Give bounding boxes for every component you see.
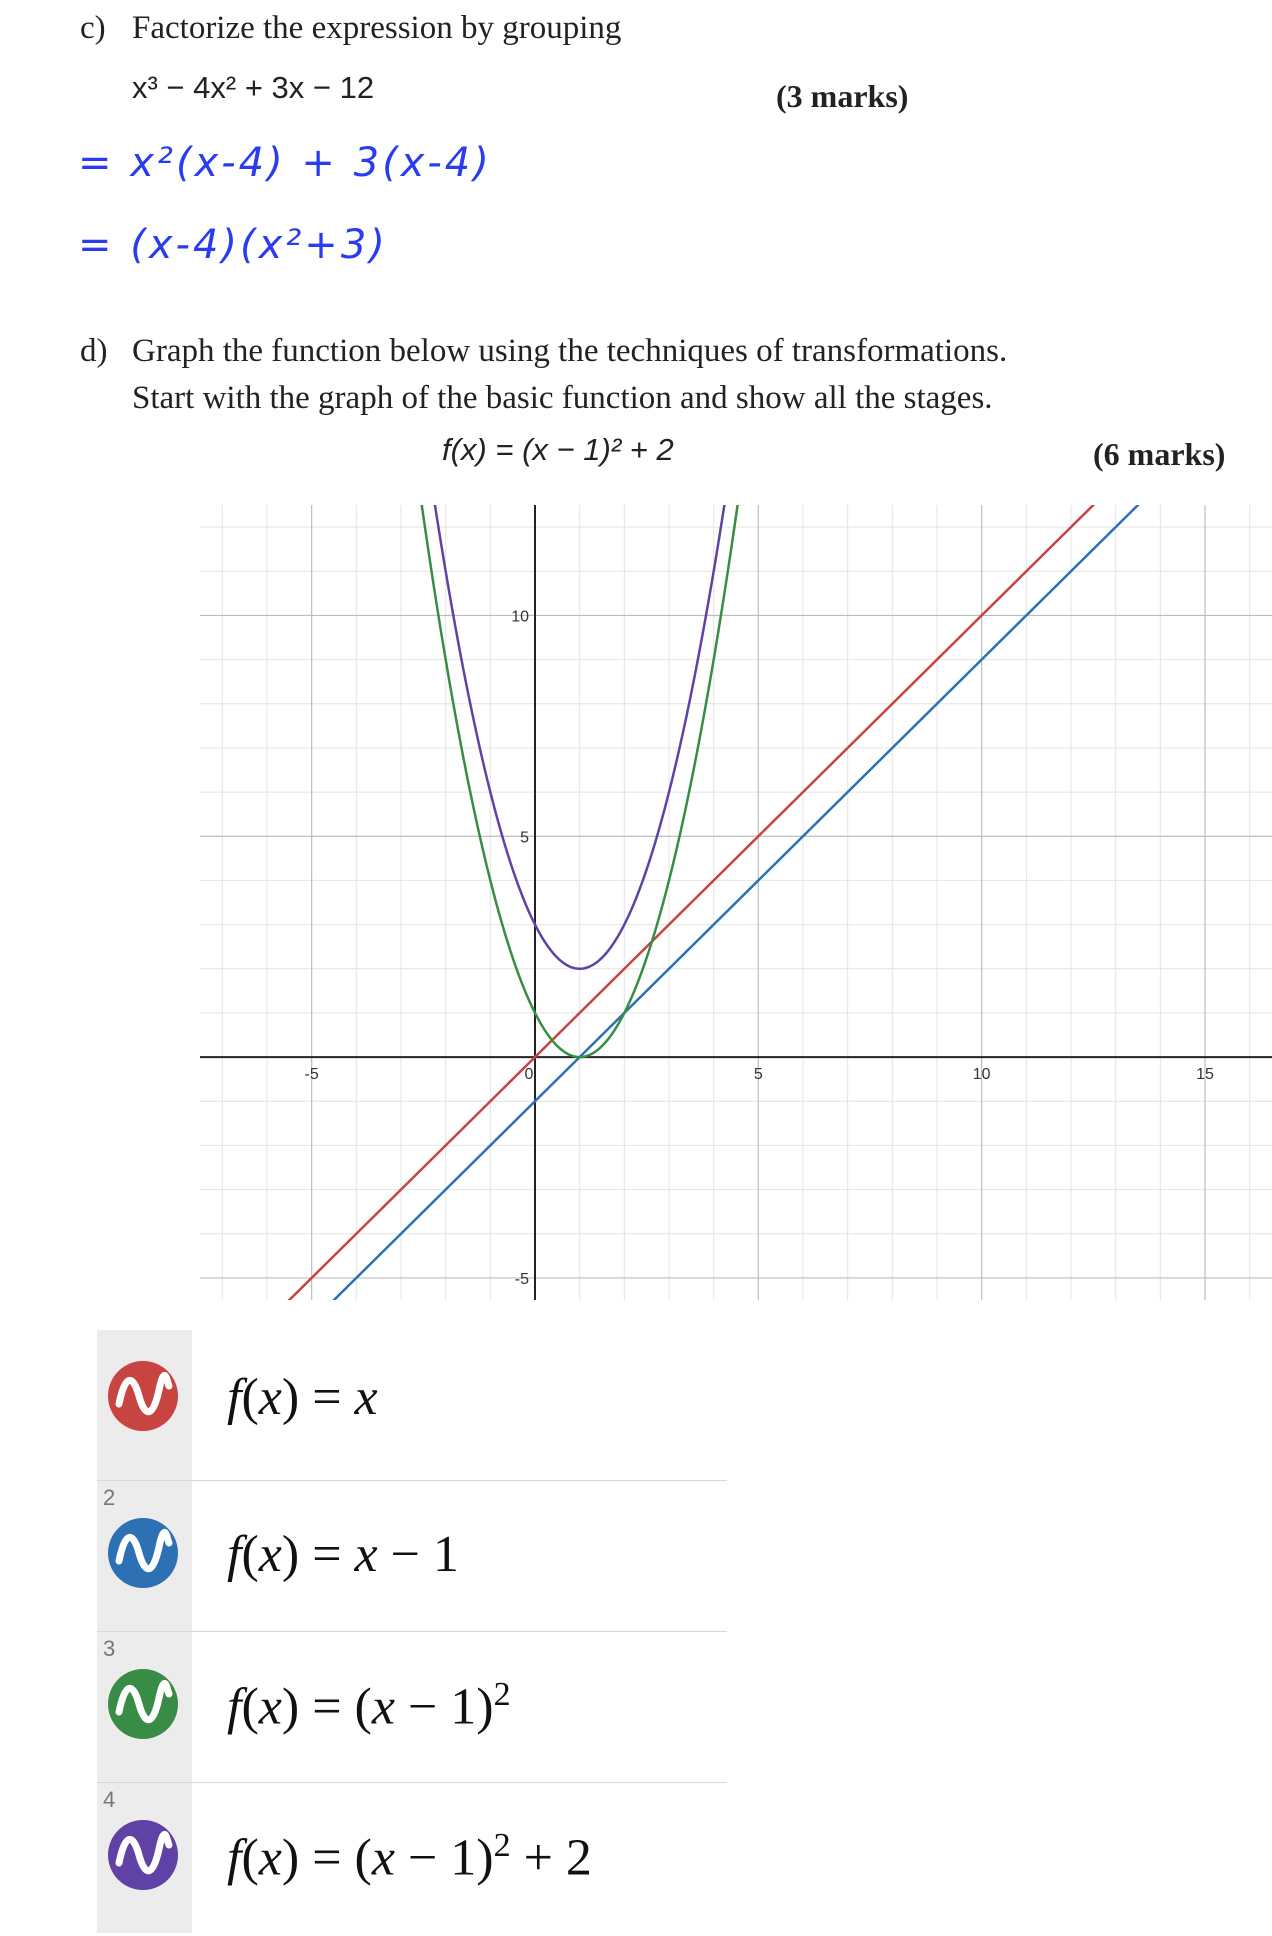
- y-tick-label: -5: [514, 1270, 529, 1288]
- curve-red: [200, 505, 1182, 1300]
- question-d-function: f(x) = (x − 1)² + 2: [442, 432, 674, 467]
- question-d-marks: (6 marks): [1093, 436, 1226, 472]
- x-tick-label: -5: [304, 1066, 319, 1084]
- wave-icon[interactable]: [107, 1517, 179, 1589]
- tick-labels: [305, 608, 1214, 1288]
- handwritten-step-1: = x²(x-4) + 3(x-4): [78, 140, 492, 186]
- x-tick-label: 15: [1196, 1066, 1214, 1084]
- question-c-marks: (3 marks): [776, 78, 909, 114]
- wave-icon[interactable]: [107, 1360, 179, 1432]
- expression-formula[interactable]: f(x) = x: [227, 1369, 378, 1426]
- x-tick-label: 10: [972, 1066, 991, 1084]
- expression-index: 2: [103, 1485, 116, 1510]
- question-c-expression: x³ − 4x² + 3x − 12: [132, 70, 375, 105]
- y-tick-label: 5: [520, 829, 529, 847]
- curve-blue: [246, 505, 1227, 1300]
- expression-formula[interactable]: $f(x) = (x - 1)^2 + 2$: [227, 1827, 592, 1887]
- wave-icon[interactable]: [107, 1668, 179, 1740]
- expression-row-3[interactable]: [97, 1632, 727, 1783]
- handwritten-step-2: = (x-4)(x²+3): [78, 222, 388, 268]
- expression-index: 3: [103, 1636, 116, 1661]
- wave-icon[interactable]: [107, 1819, 179, 1891]
- expression-index: 4: [103, 1787, 116, 1812]
- expression-formula[interactable]: $f(x) = (x - 1)^2$: [227, 1676, 511, 1736]
- function-graph[interactable]: [200, 505, 1272, 1300]
- expression-formula[interactable]: f(x) = x − 1: [227, 1526, 459, 1583]
- question-c-text: Factorize the expression by grouping: [132, 10, 622, 46]
- expression-row-2[interactable]: [97, 1481, 727, 1632]
- expression-list: [97, 1330, 727, 1933]
- question-c-label: c): [80, 10, 106, 46]
- question-d-text-line2: Start with the graph of the basic function and show all the stages.: [132, 380, 993, 416]
- expression-row-4[interactable]: [97, 1783, 727, 1933]
- x-tick-label: 5: [753, 1066, 763, 1084]
- expression-row-1[interactable]: [97, 1330, 727, 1481]
- x-tick-label: 0: [524, 1066, 534, 1084]
- question-d-label: d): [80, 333, 108, 369]
- question-d-text-line1: Graph the function below using the techniques of transformations.: [132, 333, 1008, 369]
- y-tick-label: 10: [511, 608, 529, 626]
